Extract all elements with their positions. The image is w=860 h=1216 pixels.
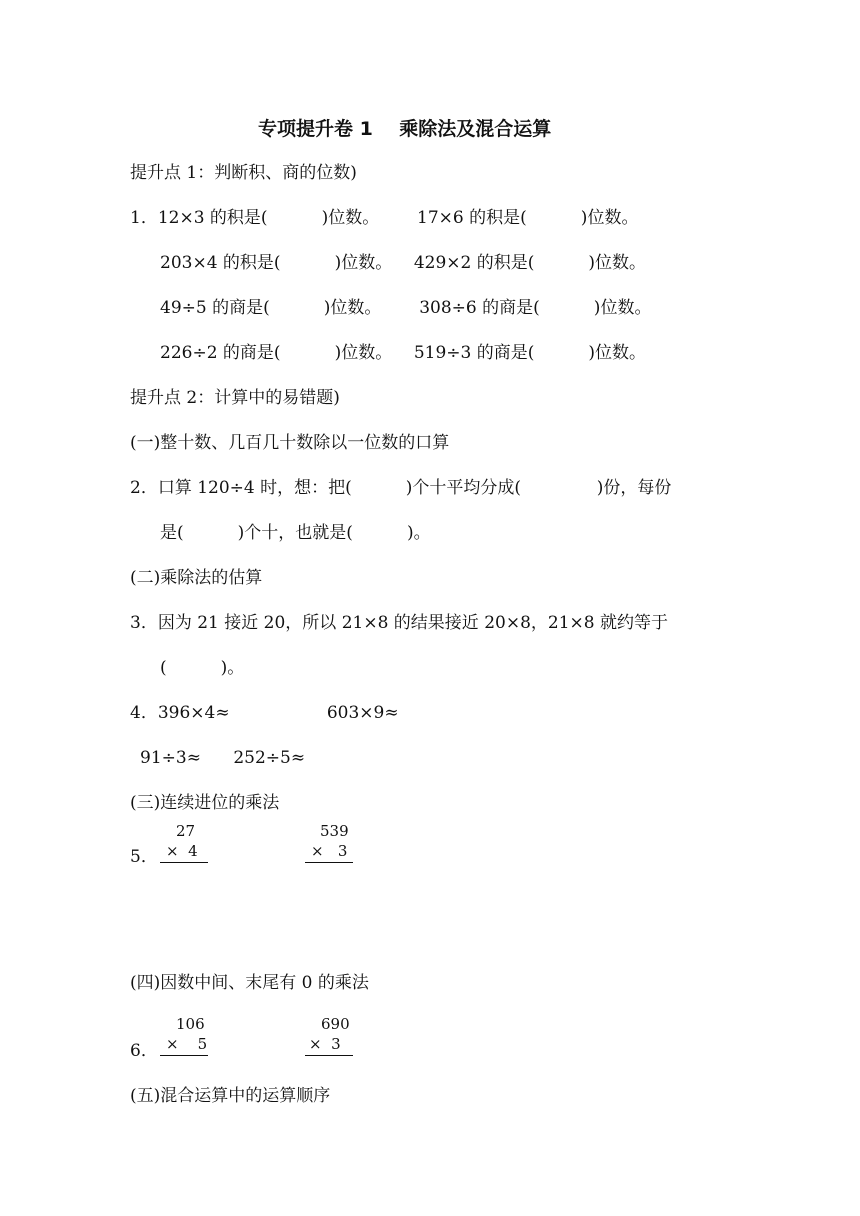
subsection-4: (四)因数中间、末尾有 0 的乘法 (130, 973, 369, 993)
calc-rule (160, 862, 208, 863)
calc-multiplier: × 3 (309, 1035, 341, 1053)
calc-multiplier: × 4 (166, 842, 198, 860)
calc-multiplicand: 539 (320, 822, 349, 840)
section-heading-1: 提升点 1：判断积、商的位数) (130, 163, 357, 183)
section-heading-2: 提升点 2：计算中的易错题) (130, 388, 340, 408)
subsection-5: (五)混合运算中的运算顺序 (130, 1086, 331, 1106)
question-4-line-2: 91÷3≈ 252÷5≈ (140, 748, 306, 768)
subsection-3: (三)连续进位的乘法 (130, 793, 280, 813)
calc-multiplier: × 3 (311, 842, 348, 860)
calc-rule (160, 1055, 208, 1056)
question-6-label: 6． (130, 1041, 158, 1061)
subsection-1: (一)整十数、几百几十数除以一位数的口算 (130, 433, 450, 453)
question-2-line-1: 2．口算 120÷4 时，想：把( )个十平均分成( )份，每份 (130, 478, 672, 498)
page-title: 专项提升卷 1 乘除法及混合运算 (258, 118, 552, 140)
calc-multiplicand: 106 (176, 1015, 205, 1033)
question-2-line-2: 是( )个十，也就是( )。 (160, 523, 431, 543)
subsection-2: (二)乘除法的估算 (130, 568, 263, 588)
question-5-label: 5． (130, 847, 158, 867)
question-4-line-1: 4．396×4≈ 603×9≈ (130, 703, 399, 723)
calc-rule (305, 862, 353, 863)
question-1-line-1: 1．12×3 的积是( )位数。 17×6 的积是( )位数。 (130, 208, 639, 228)
calc-multiplicand: 27 (176, 822, 196, 840)
calc-rule (305, 1055, 353, 1056)
calc-multiplicand: 690 (321, 1015, 350, 1033)
question-3-line-2: ( )。 (160, 658, 245, 678)
question-1-line-3: 49÷5 的商是( )位数。 308÷6 的商是( )位数。 (160, 298, 652, 318)
question-3-line-1: 3．因为 21 接近 20，所以 21×8 的结果接近 20×8，21×8 就约等于 (130, 613, 668, 633)
calc-multiplier: × 5 (166, 1035, 208, 1053)
question-1-line-4: 226÷2 的商是( )位数。 519÷3 的商是( )位数。 (160, 343, 647, 363)
question-1-line-2: 203×4 的积是( )位数。 429×2 的积是( )位数。 (160, 253, 647, 273)
